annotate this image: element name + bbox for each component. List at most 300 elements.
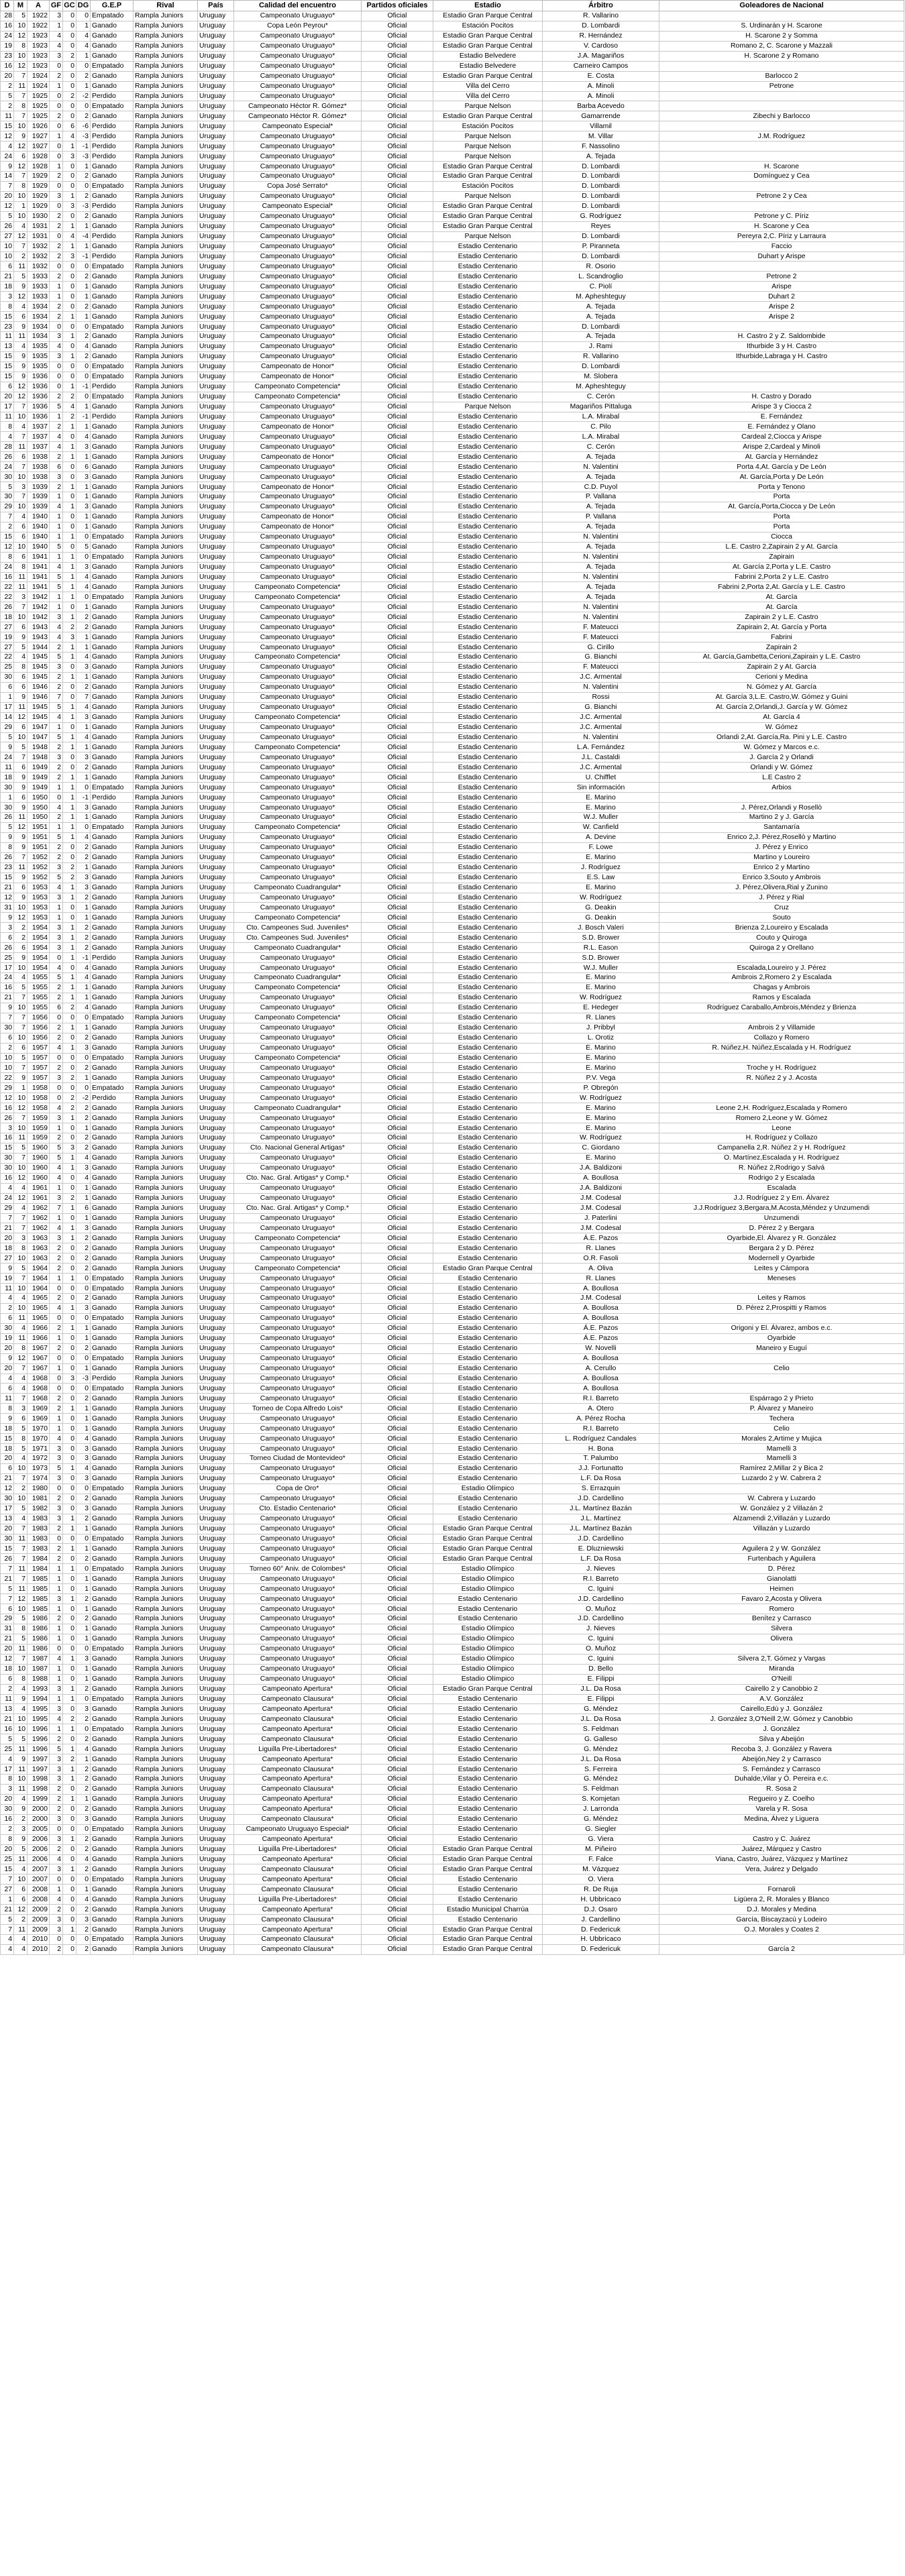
cell-result: Ganado [91,1323,134,1333]
cell-country: Uruguay [198,662,234,672]
table-row [1,1824,904,1834]
cell-month: 7 [14,492,28,502]
cell-day: 7 [1,1013,14,1023]
cell-stadium: Estadio Centenario [433,1434,543,1444]
cell-rival: Rampla Juniors [134,432,198,442]
cell-result: Perdido [91,121,134,131]
cell-day: 3 [1,923,14,933]
cell-scorers: Escalada [659,1183,904,1193]
cell-scorers: Martino 2 y J. García [659,813,904,823]
cell-scorers: Techera [659,1414,904,1424]
cell-official: Oficial [362,1093,433,1103]
cell-country: Uruguay [198,532,234,542]
cell-goals-for: 1 [50,1724,63,1734]
table-row [1,1814,904,1824]
cell-referee: L.A. Mirabal [543,432,659,442]
cell-country: Uruguay [198,1203,234,1213]
cell-stadium: Estadio Olímpico [433,1624,543,1634]
cell-result: Ganado [91,632,134,642]
cell-stadium: Estadio Centenario [433,1363,543,1374]
cell-stadium: Estadio Centenario [433,793,543,803]
cell-year: 1937 [28,422,50,432]
cell-goal-diff: 4 [76,1854,91,1864]
cell-referee: G. Bianchi [543,702,659,712]
cell-goal-diff: 1 [76,1323,91,1333]
cell-match-type: Campeonato Uruguayo* [234,1243,362,1253]
cell-goals-against: 0 [63,1123,76,1133]
cell-goals-for: 2 [50,1794,63,1804]
cell-goal-diff: 2 [76,933,91,943]
table-row [1,1143,904,1153]
cell-country: Uruguay [198,1333,234,1343]
cell-stadium: Estadio Centenario [433,1343,543,1353]
cell-official: Oficial [362,933,433,943]
cell-year: 1936 [28,392,50,402]
cell-rival: Rampla Juniors [134,1775,198,1785]
cell-stadium: Estadio Centenario [433,752,543,763]
cell-goals-for: 5 [50,572,63,582]
cell-country: Uruguay [198,572,234,582]
cell-result: Ganado [91,602,134,612]
cell-result: Ganado [91,1584,134,1594]
cell-month: 9 [14,842,28,852]
cell-referee: E. Marino [543,1063,659,1073]
cell-result: Ganado [91,1123,134,1133]
cell-rival: Rampla Juniors [134,1193,198,1203]
cell-match-type: Campeonato Uruguayo* [234,662,362,672]
cell-scorers: Leone [659,1123,904,1133]
cell-match-type: Campeonato Uruguayo* [234,432,362,442]
cell-official: Oficial [362,822,433,832]
cell-referee: O.R. Fasoli [543,1253,659,1264]
cell-rival: Rampla Juniors [134,1183,198,1193]
table-row [1,1494,904,1504]
cell-month: 9 [14,1073,28,1083]
cell-month: 10 [14,1303,28,1313]
cell-goals-against: 1 [63,793,76,803]
cell-day: 11 [1,763,14,773]
cell-rival: Rampla Juniors [134,712,198,722]
cell-scorers [659,1083,904,1093]
cell-goal-diff: 2 [76,1554,91,1564]
cell-goal-diff: 1 [76,1333,91,1343]
cell-country: Uruguay [198,462,234,472]
cell-year: 1923 [28,31,50,41]
cell-goals-against: 0 [63,1053,76,1063]
table-row [1,272,904,282]
cell-referee: J.D. Cardellino [543,1614,659,1624]
cell-referee: J.M. Codesal [543,1203,659,1213]
cell-stadium: Estadio Gran Parque Central [433,1544,543,1554]
cell-match-type: Campeonato de Honor* [234,422,362,432]
cell-referee: M. Piñeiro [543,1844,659,1854]
cell-referee: C. Iguini [543,1584,659,1594]
cell-match-type: Campeonato Uruguayo* [234,492,362,502]
cell-match-type: Campeonato de Honor* [234,361,362,372]
cell-country: Uruguay [198,282,234,292]
cell-referee: F. Lowe [543,842,659,852]
cell-goals-for: 3 [50,1473,63,1483]
cell-month: 11 [14,1744,28,1754]
cell-goal-diff: 2 [76,1714,91,1724]
cell-goals-for: 2 [50,1343,63,1353]
cell-day: 5 [1,211,14,221]
cell-result: Ganado [91,332,134,342]
cell-goals-for: 2 [50,272,63,282]
cell-match-type: Campeonato Uruguayo* [234,852,362,862]
cell-result: Ganado [91,1905,134,1915]
cell-stadium: Estadio Centenario [433,742,543,752]
cell-official: Oficial [362,1333,433,1343]
cell-month: 4 [14,1514,28,1524]
cell-result: Ganado [91,1424,134,1434]
cell-referee: J.D. Cardellino [543,1494,659,1504]
cell-rival: Rampla Juniors [134,1223,198,1233]
cell-referee: N. Valentini [543,572,659,582]
cell-match-type: Torneo de Copa Alfredo Lois* [234,1404,362,1414]
cell-goals-against: 1 [63,332,76,342]
cell-goals-against: 1 [63,893,76,903]
cell-goal-diff: 1 [76,1885,91,1895]
cell-goals-for: 3 [50,1193,63,1203]
cell-scorers: Aguilera 2 y W. González [659,1544,904,1554]
cell-goal-diff: 1 [76,81,91,91]
cell-stadium: Estadio Gran Parque Central [433,41,543,51]
cell-goals-against: 0 [63,1944,76,1954]
cell-month: 6 [14,763,28,773]
cell-rival: Rampla Juniors [134,402,198,412]
table-row [1,241,904,251]
cell-goals-against: 0 [63,81,76,91]
cell-day: 27 [1,1885,14,1895]
cell-match-type: Campeonato Uruguayo* [234,542,362,552]
cell-year: 1981 [28,1494,50,1504]
cell-official: Oficial [362,852,433,862]
cell-month: 8 [14,1434,28,1444]
table-row [1,1313,904,1323]
cell-result: Ganado [91,422,134,432]
cell-scorers: Silva y Abeijón [659,1734,904,1744]
cell-goals-for: 3 [50,1775,63,1785]
cell-referee: R. Vallarino [543,351,659,361]
cell-stadium: Estadio Centenario [433,1274,543,1284]
cell-result: Perdido [91,142,134,152]
table-row [1,1664,904,1674]
cell-day: 14 [1,712,14,722]
cell-official: Oficial [362,1033,433,1043]
cell-day: 18 [1,1424,14,1434]
cell-scorers: Modernell y Oyarbide [659,1253,904,1264]
cell-scorers: L.E Castro 2 [659,773,904,783]
cell-goal-diff: 2 [76,682,91,692]
cell-scorers: Viana, Castro, Juárez, Vázquez y Martínez [659,1854,904,1864]
cell-goal-diff: 3 [76,1814,91,1824]
cell-match-type: Cto. Campeones Sud. Juveniles* [234,923,362,933]
cell-referee: D. Lombardi [543,162,659,172]
cell-goals-for: 0 [50,1013,63,1023]
cell-year: 1994 [28,1694,50,1704]
cell-official: Oficial [362,1814,433,1824]
cell-day: 3 [1,292,14,302]
cell-match-type: Campeonato Apertura* [234,1854,362,1864]
cell-scorers [659,61,904,71]
cell-scorers: Cruz [659,903,904,913]
cell-goals-for: 1 [50,1333,63,1343]
cell-goals-for: 1 [50,1414,63,1424]
cell-goals-for: 4 [50,1854,63,1864]
cell-result: Ganado [91,1944,134,1954]
cell-country: Uruguay [198,1594,234,1604]
cell-goal-diff: 2 [76,1113,91,1123]
cell-country: Uruguay [198,522,234,532]
cell-year: 1924 [28,81,50,91]
cell-goals-for: 4 [50,1163,63,1173]
cell-country: Uruguay [198,1614,234,1624]
cell-goal-diff: 4 [76,1173,91,1183]
cell-goal-diff: -1 [76,412,91,422]
cell-official: Oficial [362,221,433,231]
cell-goal-diff: 4 [76,41,91,51]
cell-rival: Rampla Juniors [134,262,198,272]
cell-rival: Rampla Juniors [134,852,198,862]
cell-month: 10 [14,1093,28,1103]
cell-stadium: Estadio Centenario [433,1333,543,1343]
cell-official: Oficial [362,1473,433,1483]
cell-stadium: Estación Pocitos [433,21,543,31]
cell-result: Perdido [91,793,134,803]
cell-goal-diff: 4 [76,832,91,842]
cell-day: 17 [1,963,14,973]
cell-month: 7 [14,602,28,612]
cell-month: 7 [14,752,28,763]
cell-referee: E. Marino [543,1103,659,1113]
cell-year: 1923 [28,51,50,61]
cell-month: 7 [14,1013,28,1023]
cell-rival: Rampla Juniors [134,653,198,663]
cell-rival: Rampla Juniors [134,592,198,602]
cell-goals-against: 1 [63,1925,76,1935]
cell-goals-against: 1 [63,1684,76,1694]
cell-goals-against: 0 [63,522,76,532]
cell-match-type: Campeonato Uruguayo* [234,1213,362,1223]
cell-month: 10 [14,903,28,913]
cell-official: Oficial [362,81,433,91]
cell-country: Uruguay [198,1734,234,1744]
table-row [1,332,904,342]
cell-official: Oficial [362,1614,433,1624]
cell-year: 1949 [28,763,50,773]
cell-match-type: Campeonato de Honor* [234,522,362,532]
cell-goals-against: 0 [63,1444,76,1454]
cell-year: 1968 [28,1384,50,1394]
cell-rival: Rampla Juniors [134,1834,198,1844]
cell-goals-for: 1 [50,1624,63,1634]
cell-month: 7 [14,1544,28,1554]
cell-goal-diff: 0 [76,11,91,21]
cell-rival: Rampla Juniors [134,11,198,21]
cell-month: 9 [14,131,28,142]
cell-result: Empatado [91,1824,134,1834]
cell-referee: F. Nassolino [543,142,659,152]
cell-country: Uruguay [198,332,234,342]
cell-year: 1961 [28,1193,50,1203]
cell-day: 7 [1,1594,14,1604]
cell-stadium: Estadio Centenario [433,582,543,592]
cell-official: Oficial [362,191,433,201]
cell-country: Uruguay [198,1444,234,1454]
cell-year: 1925 [28,111,50,121]
cell-stadium: Estadio Centenario [433,422,543,432]
cell-match-type: Campeonato Cuadrangular* [234,883,362,893]
cell-referee: R. Llanes [543,1274,659,1284]
cell-goals-against: 2 [63,412,76,422]
cell-month: 9 [14,803,28,813]
cell-rival: Rampla Juniors [134,632,198,642]
cell-goals-against: 2 [63,91,76,101]
cell-goal-diff: 3 [76,1444,91,1454]
cell-stadium: Estadio Centenario [433,1073,543,1083]
cell-match-type: Campeonato Competencia* [234,653,362,663]
cell-goals-against: 1 [63,422,76,432]
cell-day: 4 [1,1944,14,1954]
cell-year: 1954 [28,943,50,953]
cell-month: 10 [14,963,28,973]
cell-referee: Á.E. Pazos [543,1323,659,1333]
cell-year: 1942 [28,612,50,622]
cell-official: Oficial [362,612,433,622]
cell-stadium: Estadio Centenario [433,1704,543,1714]
cell-stadium: Estadio Centenario [433,462,543,472]
cell-month: 12 [14,1594,28,1604]
cell-goals-for: 3 [50,943,63,953]
cell-match-type: Campeonato Uruguayo* [234,1343,362,1353]
cell-result: Perdido [91,1374,134,1384]
cell-month: 11 [14,572,28,582]
table-row [1,1864,904,1874]
cell-year: 1940 [28,532,50,542]
cell-country: Uruguay [198,1294,234,1304]
table-row [1,793,904,803]
table-row [1,1564,904,1574]
cell-year: 1941 [28,552,50,562]
cell-scorers: E. Fernández [659,412,904,422]
cell-result: Ganado [91,351,134,361]
cell-scorers: Ciocca [659,532,904,542]
cell-referee: G. Deakin [543,913,659,923]
cell-day: 15 [1,121,14,131]
cell-match-type: Campeonato Especial* [234,201,362,211]
cell-scorers [659,1313,904,1323]
cell-referee: J.M. Codesal [543,1294,659,1304]
cell-goal-diff: 1 [76,722,91,732]
cell-scorers: Romano 2, C. Scarone y Mazzali [659,41,904,51]
cell-match-type: Campeonato Uruguayo* [234,993,362,1003]
cell-day: 16 [1,1133,14,1143]
cell-day: 15 [1,361,14,372]
cell-day: 26 [1,852,14,862]
cell-country: Uruguay [198,101,234,111]
cell-official: Oficial [362,302,433,312]
cell-year: 1927 [28,131,50,142]
cell-goals-against: 1 [63,1323,76,1333]
cell-goals-against: 0 [63,322,76,332]
cell-result: Perdido [91,953,134,963]
cell-official: Oficial [362,692,433,702]
table-row [1,1674,904,1684]
cell-goal-diff: 0 [76,1724,91,1734]
cell-goal-diff: 1 [76,1524,91,1534]
cell-rival: Rampla Juniors [134,1704,198,1714]
cell-official: Oficial [362,121,433,131]
table-row [1,1634,904,1644]
cell-month: 6 [14,622,28,632]
cell-scorers: At. García 3,L.E. Castro,W. Gómez y Guini [659,692,904,702]
cell-goal-diff: 2 [76,272,91,282]
cell-stadium: Estadio Centenario [433,933,543,943]
cell-stadium: Estación Pocitos [433,181,543,191]
cell-day: 13 [1,1704,14,1714]
cell-scorers: Duhart y Arispe [659,251,904,262]
cell-goal-diff: 1 [76,1574,91,1584]
cell-official: Oficial [362,502,433,512]
cell-country: Uruguay [198,361,234,372]
cell-result: Ganado [91,1604,134,1614]
cell-match-type: Campeonato Uruguayo* [234,1544,362,1554]
table-row [1,963,904,973]
cell-goals-against: 0 [63,111,76,121]
cell-rival: Rampla Juniors [134,1473,198,1483]
cell-stadium: Villa del Cerro [433,81,543,91]
cell-goals-for: 3 [50,1073,63,1083]
cell-year: 1940 [28,522,50,532]
cell-goals-for: 2 [50,813,63,823]
cell-scorers: Zibechi y Barlocco [659,111,904,121]
cell-referee: S.D. Brower [543,953,659,963]
cell-goals-against: 0 [63,903,76,913]
cell-goals-for: 2 [50,1905,63,1915]
cell-official: Oficial [362,682,433,692]
cell-day: 26 [1,943,14,953]
cell-country: Uruguay [198,1864,234,1874]
cell-month: 4 [14,1183,28,1193]
cell-referee: A. Boullosa [543,1284,659,1294]
cell-goals-against: 0 [63,262,76,272]
cell-rival: Rampla Juniors [134,1854,198,1864]
cell-day: 23 [1,322,14,332]
cell-match-type: Campeonato Uruguayo* [234,1514,362,1524]
cell-month: 10 [14,1494,28,1504]
cell-year: 1957 [28,1053,50,1063]
cell-official: Oficial [362,1524,433,1534]
cell-rival: Rampla Juniors [134,492,198,502]
cell-official: Oficial [362,1343,433,1353]
cell-country: Uruguay [198,1183,234,1193]
cell-referee: R.I. Barreto [543,1424,659,1434]
cell-official: Oficial [362,1784,433,1794]
cell-country: Uruguay [198,783,234,793]
cell-day: 9 [1,832,14,842]
cell-goal-diff: 2 [76,1233,91,1243]
table-row [1,692,904,702]
cell-scorers [659,1353,904,1363]
table-row [1,1473,904,1483]
table-row [1,262,904,272]
cell-year: 1970 [28,1424,50,1434]
cell-rival: Rampla Juniors [134,1944,198,1954]
cell-stadium: Estadio Centenario [433,1424,543,1434]
cell-referee: G. Rodríguez [543,211,659,221]
cell-referee: R. Vallarino [543,11,659,21]
